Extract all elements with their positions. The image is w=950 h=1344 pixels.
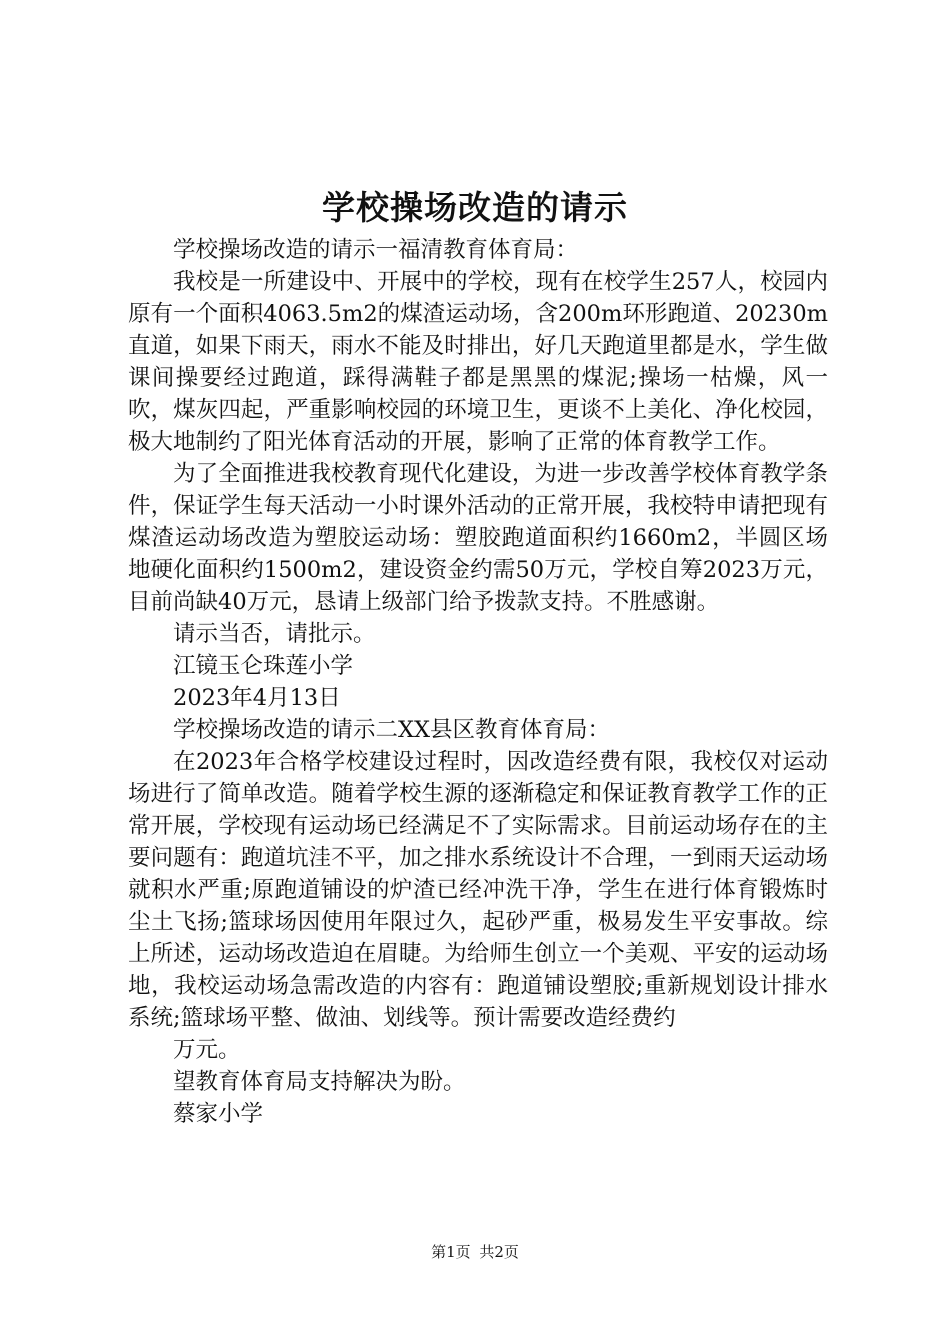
paragraph-signature-school-2: 蔡家小学 — [173, 1101, 264, 1127]
paragraph-date: 2023年4月13日 — [173, 685, 341, 711]
paragraph-salutation-1: 学校操场改造的请示一福清教育体育局： — [173, 237, 579, 263]
paragraph-background: 我校是一所建设中、开展中的学校，现有在校学生257人，校园内原有一个面积4063.5m2的煤渣运动场，含200m环形跑道、20230m直道，如果下雨天，雨水不能及时排出，好几天跑道里都是水，学生做课间操要经过跑道，踩得满鞋子都是黑黑的煤泥;操场一枯燥，风一吹，煤灰四起，严重影响校园的环境卫生，更谈不上美化、净化校园，极大地制约了阳光体育活动的开展，影响了正常的体育教学工作。 — [128, 269, 828, 455]
paragraph-request: 为了全面推进我校教育现代化建设，为进一步改善学校体育教学条件，保证学生每天活动一小时课外活动的正常开展，我校特申请把现有煤渣运动场改造为塑胶运动场：塑胶跑道面积约1660m2，半圆区场地硬化面积约1500m2，建设资金约需50万元，学校自筹2023万元，目前尚缺40万元，恳请上级部门给予拨款支持。不胜感谢。 — [128, 461, 828, 615]
page-footer: 第1页 共2页 — [431, 1243, 519, 1261]
document-title: 学校操场改造的请示 — [322, 188, 628, 227]
paragraph-problems: 在2023年合格学校建设过程时，因改造经费有限，我校仅对运动场进行了简单改造。随着学校生源的逐渐稳定和保证教育教学工作的正常开展，学校现有运动场已经满足不了实际需求。目前运动场存在的主要问题有：跑道坑洼不平，加之排水系统设计不合理，一到雨天运动场就积水严重;原跑道铺设的炉渣已经冲洗干净，学生在进行体育锻炼时尘土飞扬;篮球场因使用年限过久，起砂严重，极易发生平安事故。综上所述，运动场改造迫在眉睫。为给师生创立一个美观、平安的运动场地，我校运动场急需改造的内容有：跑道铺设塑胶;重新规划设计排水系统;篮球场平整、做油、划线等。预计需要改造经费约 — [128, 749, 828, 1031]
paragraph-signature-school-1: 江镜玉仑珠莲小学 — [173, 653, 354, 679]
document-body — [128, 234, 828, 1130]
paragraph-hope: 望教育体育局支持解决为盼。 — [173, 1069, 466, 1095]
paragraph-amount: 万元。 — [173, 1037, 241, 1063]
paragraph-salutation-2: 学校操场改造的请示二XX县区教育体育局： — [173, 717, 611, 743]
paragraph-closing: 请示当否，请批示。 — [173, 621, 376, 647]
